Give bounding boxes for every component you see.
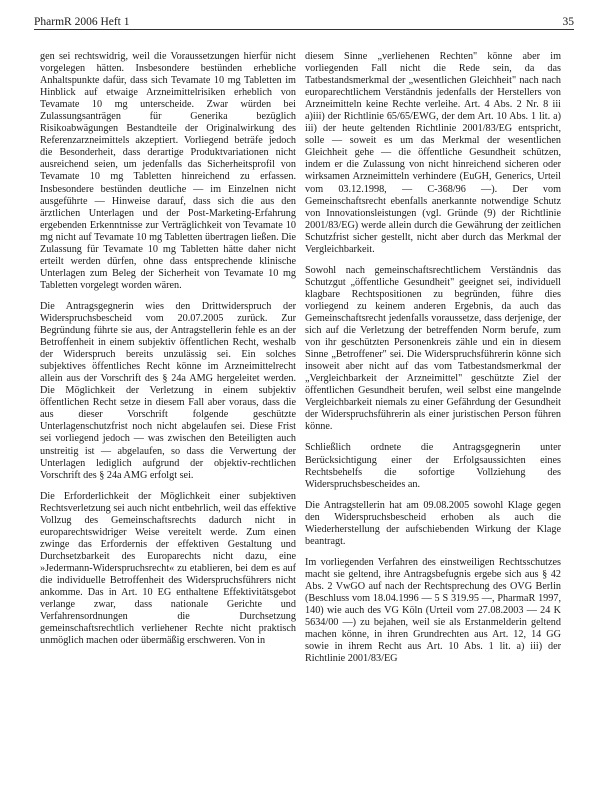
paragraph: diesem Sinne „verliehenen Rechten" könne aber im vorliegenden Fall nicht die Rede sein, da das Tatbestandsmerkmal der „wesentlichen Gleichheit" nach nach europarechtlichem Verständnis jedenfalls der Herstellers von Arzneimitteln keine Rechte verleihe. Art. 4 Abs. 2 Nr. 8 iii a)iii) der Richtlinie 65/65/EWG, der dem Art. 10 Abs. 1 lit. a) iii) der heute geltenden Richtlinie 2001/83/EG entspricht, solle — soweit es um das Merkmal der wesentlichen Gleichheit gehe — die öffentliche Gesundheit schützen, indem er die Zulassung von nicht hinreichend sicheren oder wirksamen Arzneimitteln verhindere (EuGH, Generics, Urteil vom 03.12.1998, — C-368/96 —). Der vom Gemeinschaftsrecht ebenfalls anerkannte notwendige Schutz von Innovationsleistungen (vgl. Gründe (9) der Richtlinie 2001/83/EG) werde allein durch die Gewährung der zeitlichen Schutzfrist sicher gestellt, nicht aber durch das Merkmal der Vergleichbarkeit. <box>305 51 561 255</box>
paragraph: Die Erforderlichkeit der Möglichkeit einer subjektiven Rechtsverletzung sei auch nicht entbehrlich, weil das effektive Vollzug des Gemeinschaftsrechts dadurch nicht in europarechtswidriger Weise vereitelt werde. Zum einen zwinge das Erfordernis der effektiven Gestaltung und Durchsetzbarkeit des Europarechts nicht dazu, eine »Jedermann-Widerspruchsrecht« zu etablieren, bei dem es auf die individuelle Betroffenheit des Widerspruchsführers nicht ankomme. Das in Art. 10 EG enthaltene Effektivitätsgebot verlange zwar, dass nationale Gerichte und Verfahrensordnungen die Durchsetzung gemeinschaftsrechtlich verliehener Rechte nicht praktisch unmöglich machen oder übermäßig erschweren. Von in <box>40 490 296 647</box>
left-column <box>40 51 296 656</box>
header-rule <box>34 29 574 30</box>
paragraph: Die Antragstellerin hat am 09.08.2005 sowohl Klage gegen den Widerspruchsbescheid erhoben als auch die Wiederherstellung der aufschiebenden Wirkung der Klage beantragt. <box>305 499 561 547</box>
paragraph: Sowohl nach gemeinschaftsrechtlichem Verständnis das Schutzgut „öffentliche Gesundheit" geeignet sei, individuell klagbare Rechtspositionen zu begründen, führe dies vorliegend zu keinem anderen Ergebnis, da auch das Gemeinschaftsrecht jedenfalls voraussetze, dass derjenige, der sich auf die Verletzung der betreffenden Norm berufe, zum von ihr geschützten Personenkreis zähle und ein in diesem Sinne „Betroffener" sei. Die Widerspruchsführerin könne sich insoweit aber nicht auf das vom Tatbestandsmerkmal der „Vergleichbarkeit der Arzneimittel" geschützte Ziel der öffentlichen Gesundheit berufen, weil selbst eine mangelnde Vergleichbarkeit niemals zu einer Gefährdung der Gesundheit der Widerspruchsführerin als einer juristischen Person führen könne. <box>305 264 561 433</box>
paragraph: gen sei rechtswidrig, weil die Voraussetzungen hierfür nicht vorgelegen hätten. Insbesondere bestünden erhebliche Anhaltspunkte dafür, dass sich Tevamate 10 mg Tabletten im Hinblick auf etwaige Arzneimittelrisiken erheblich von Tevamate 10 mg unterscheide. Zwar würden bei Zulassungsanträgen für Generika bezüglich Risikoabwägungen Bestandteile der Originalwirkung des Referenzarzneimittels akzeptiert. Vorliegend beträfe jedoch die Besonderheit, dass derartige Produktvariationen nicht ausreichend seien, um jedenfalls das Sicherheitsprofil von Tevamate 10 mg Tabletten hinreichend zu erfassen. Insbesondere bestünden deutliche — im Einzelnen nicht ausgeführte — Hinweise darauf, dass sich die aus den ärztlichen Unterlagen und der Post-Marketing-Erfahrung ergebenden Erkenntnisse zur Verträglichkeit von Tevamate 10 mg nicht auf Tevamate 10 mg Tabletten übertragen ließen. Die Zulassung für Tevamate 10 mg Tabletten hätte daher nicht erteilt werden dürfen, ohne dass entsprechende klinische Unterlagen zum Beleg der Sicherheit von Tevamate 10 mg Tabletten vorgelegt worden wären. <box>40 51 296 291</box>
page-header <box>34 10 574 30</box>
paragraph: Schließlich ordnete die Antragsgegnerin unter Berücksichtigung einer der Erfolgsaussichten eines Rechtsbehelfs die sofortige Vollziehung des Widerspruchsbescheides an. <box>305 442 561 490</box>
right-column <box>305 51 561 674</box>
journal-title: PharmR 2006 Heft 1 <box>34 16 130 28</box>
page-number: 35 <box>562 16 574 28</box>
paragraph: Die Antragsgegnerin wies den Drittwiderspruch der Widerspruchsbescheid vom 20.07.2005 zurück. Zur Begründung führte sie aus, der Antragstellerin fehle es an der Betroffenheit in einem subjektiv öffentlichen Recht, weshalb der Widerspruch bereits unzulässig sei. Ein solches subjektives öffentliches Recht könne im Arzneimittelrecht allein aus der Vorschrift des § 24a AMG hergeleitet werden. Die Möglichkeit der Verletzung in einem subjektiv öffentlichen Recht setze in diesem Fall aber voraus, dass die aus dieser Vorschrift folgende geschützte Unterlagenschutzfrist noch nicht abgelaufen sei. Diese Frist sei vorliegend jedoch — was zwischen den Beteiligten auch unstreitig ist — abgelaufen, so dass die Verwertung der Unterlagen lediglich aufgrund der objektiv-rechtlichen Vorschrift des § 24a AMG erfolgt sei. <box>40 300 296 481</box>
paragraph: Im vorliegenden Verfahren des einstweiligen Rechtsschutzes macht sie geltend, ihre Antragsbefugnis ergebe sich aus § 42 Abs. 2 VwGO auf nach der Rechtsprechung des OVG Berlin (Beschluss vom 18.04.1996 — 5 S 319.95 —, PharmaR 1997, 140) wie auch des VG Köln (Urteil vom 27.08.2003 — 24 K 5634/00 —) zu bejahen, weil sie als Erstanmelderin geltend machen könne, in ihren Grundrechten aus Art. 12, 14 GG sowie in ihrem Recht aus Art. 10 Abs. 1 lit. a) iii) der Richtlinie 2001/83/EG <box>305 556 561 665</box>
